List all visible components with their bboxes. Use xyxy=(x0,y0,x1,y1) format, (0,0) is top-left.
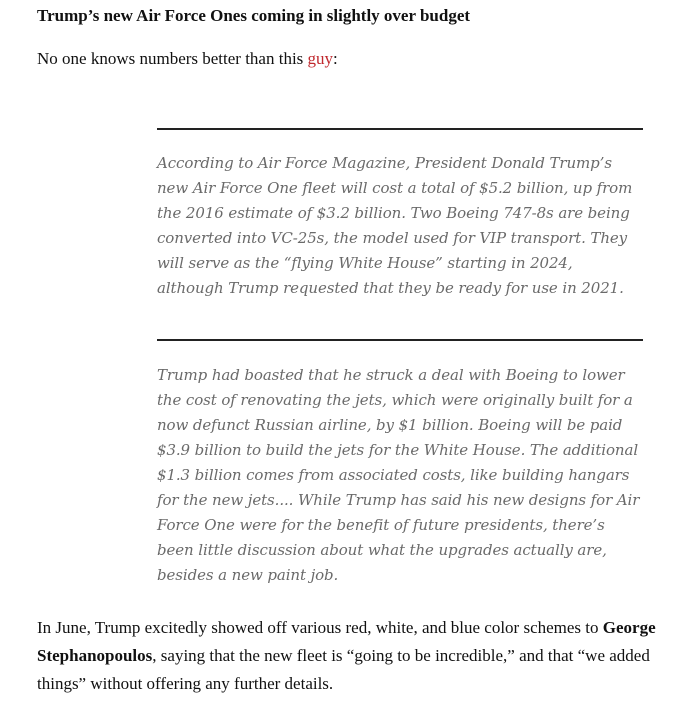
intro-colon: : xyxy=(333,49,338,68)
intro-paragraph xyxy=(37,48,338,70)
closing-text-start: In June, Trump excitedly showed off various red, white, and blue color schemes to xyxy=(37,618,603,637)
blockquote-text: According to Air Force Magazine, President Donald Trump’s new Air Force One fleet will cost a total of $5.2 billion, up from the 2016 estimate of $3.2 billion. Two Boeing 747-8s are being converted into VC-25s, the model used for VIP transport. They will serve as the “flying White House” starting in 2024, although Trump requested that they be ready for use in 2021. xyxy=(157,154,633,297)
blockquote-boeing-deal xyxy=(157,339,643,588)
closing-paragraph xyxy=(37,614,683,698)
guy-link[interactable]: guy xyxy=(307,49,334,68)
article-headline: Trump’s new Air Force Ones coming in slightly over budget xyxy=(37,6,471,25)
closing-text-end: , saying that the new fleet is “going to be incredible,” and that “we added things” without offering any further details. xyxy=(37,646,650,693)
blockquote-text: Trump had boasted that he struck a deal with Boeing to lower the cost of renovating the jets, which were originally built for a now defunct Russian airline, by $1 billion. Boeing will be paid $3.9 billion to build the jets for the White House. The additional $1.3 billion comes from associated costs, like building hangars for the new jets.... While Trump has said his new designs for Air Force One were for the benefit of future presidents, there’s been little discussion about what the upgrades actually are, besides a new paint job. xyxy=(157,366,640,584)
blockquote-air-force-magazine xyxy=(157,128,643,301)
intro-text: No one knows numbers better than this xyxy=(37,49,308,68)
george-stephanopoulos-name: George Stephanopoulos xyxy=(37,618,656,665)
